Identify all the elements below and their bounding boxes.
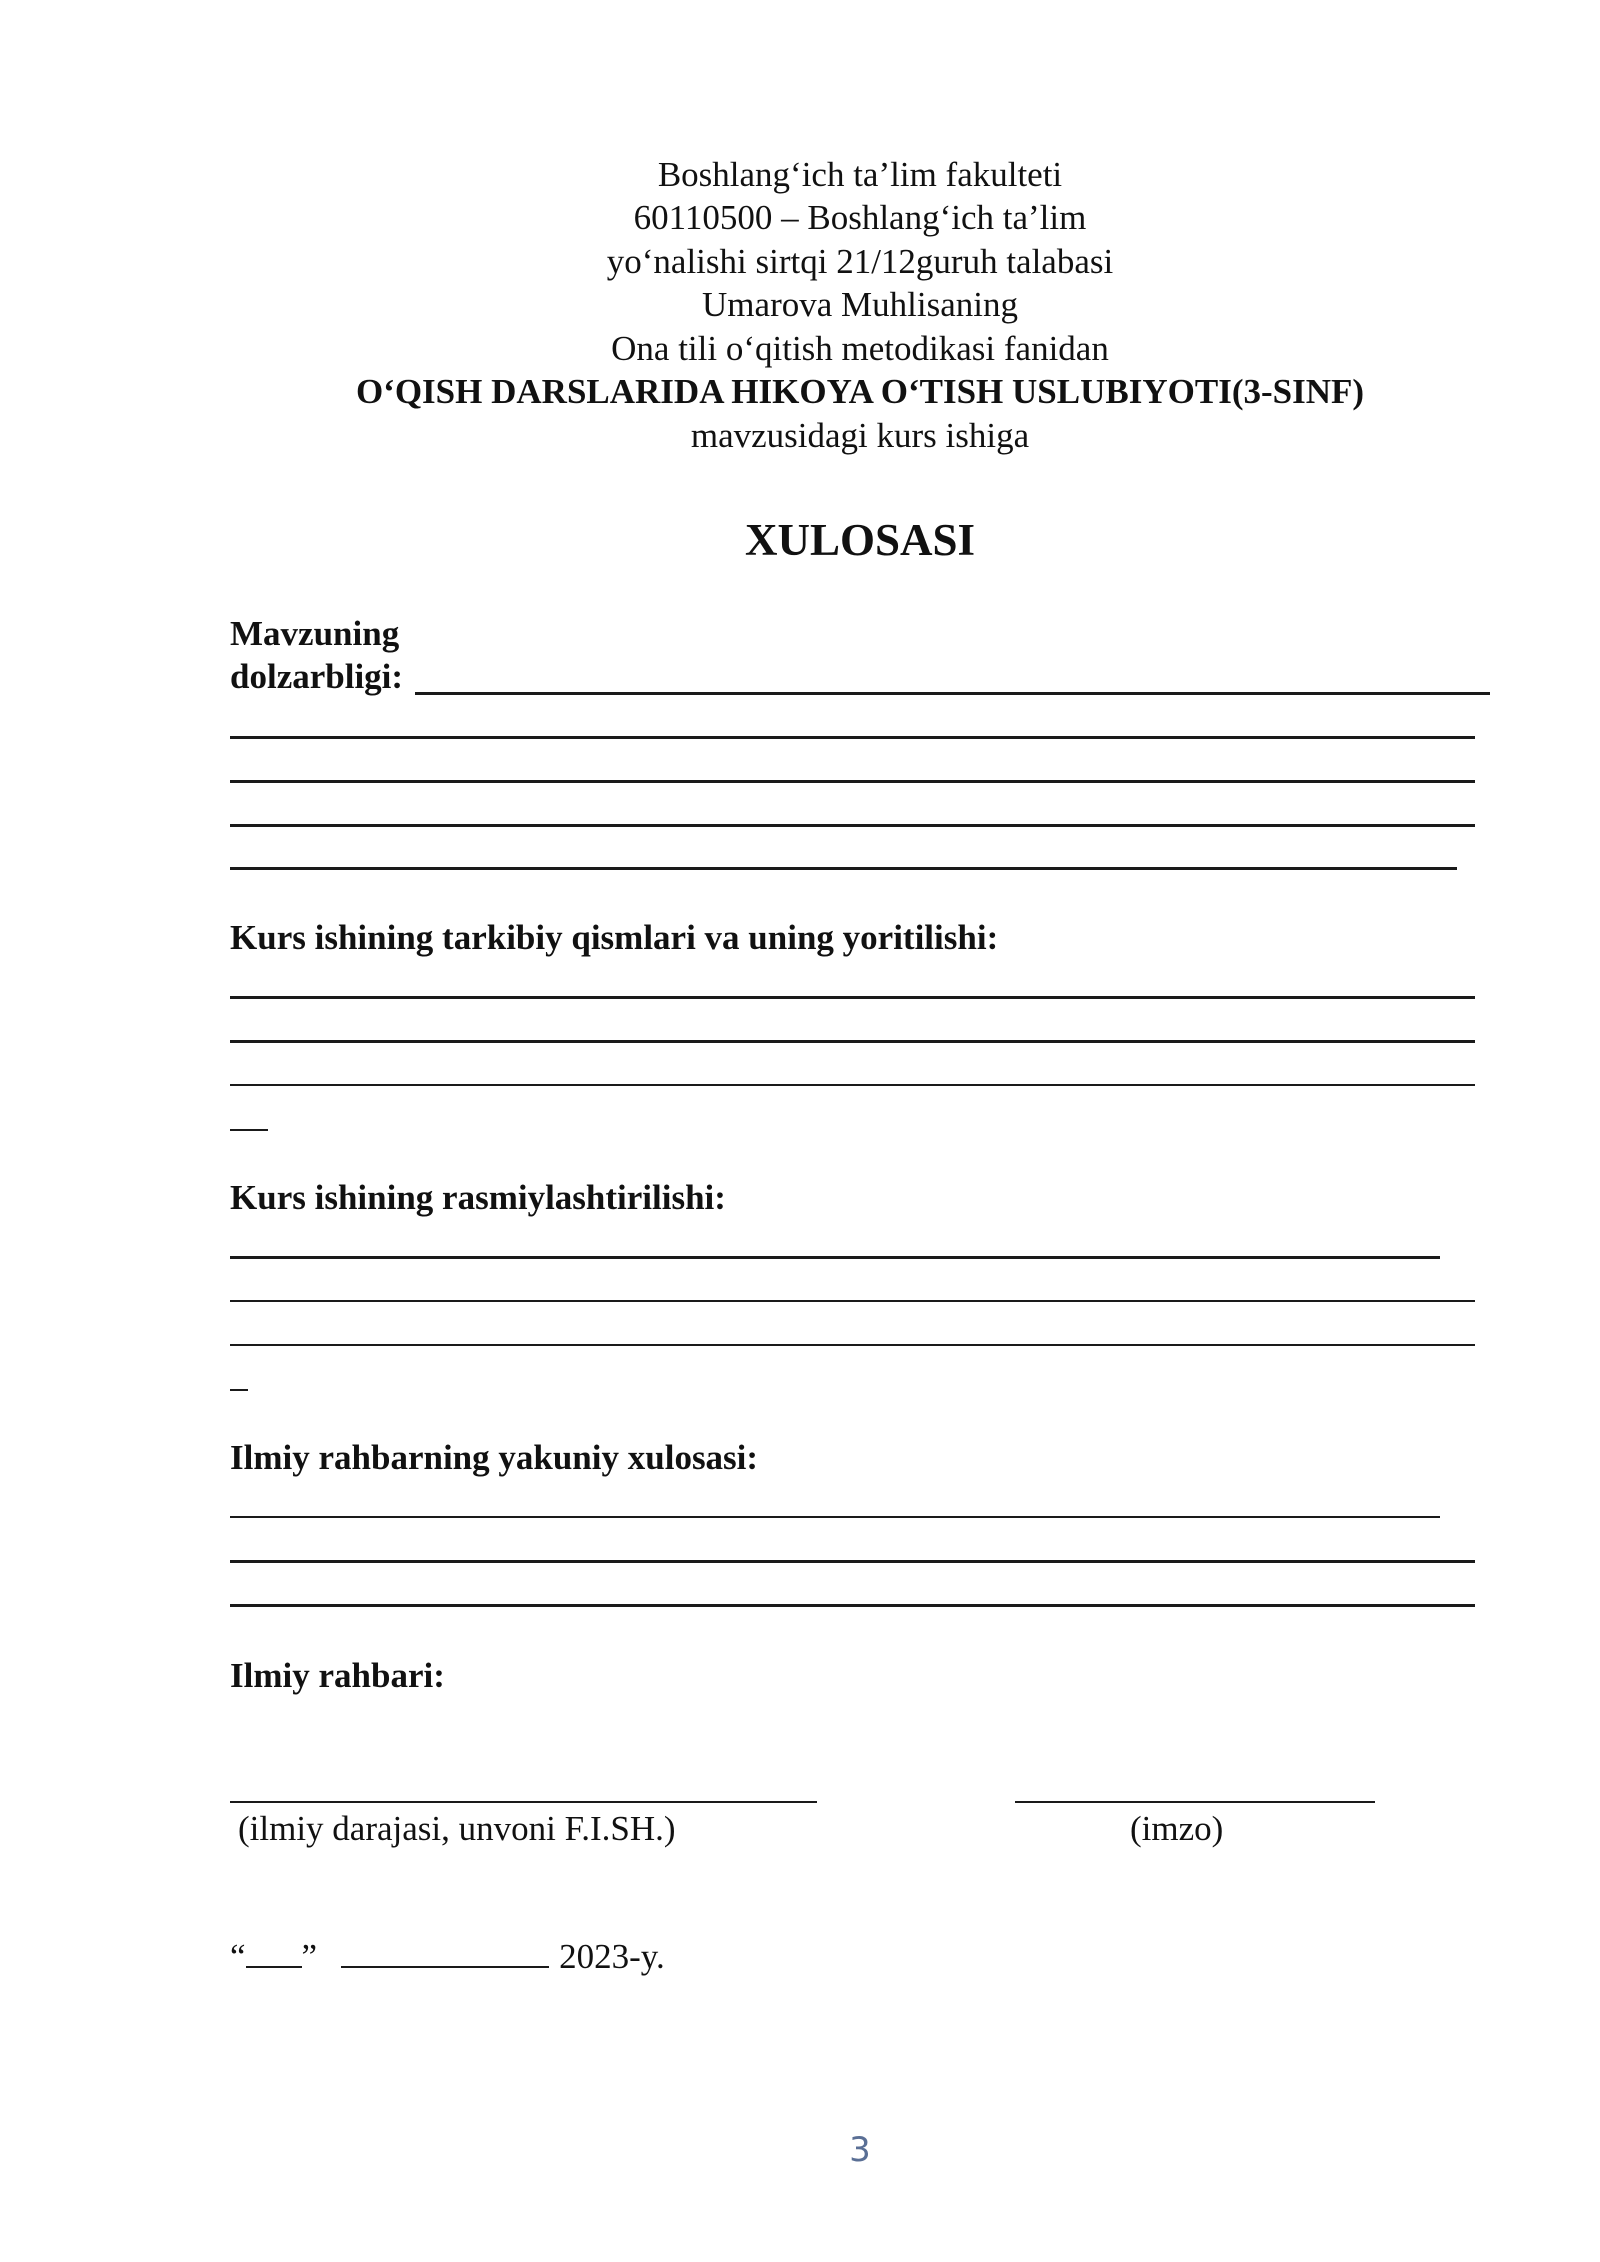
page-title: XULOSASI [744,515,976,565]
date-open-quote: “ [230,1937,246,1976]
student-name: Umarova Muhlisaning [702,285,1018,324]
program-code: 60110500 – Boshlang‘ich ta’lim [633,198,1087,237]
supervisor-name-line [230,1801,817,1803]
relevance-fill-line [230,780,1475,783]
relevance-label-line2: dolzarbligi: [230,657,404,696]
topic-title: O‘QISH DARSLARIDA HIKOYA O‘TISH USLUBIYOTI(3-SINF) [355,372,1365,411]
relevance-fill-line [415,692,1490,695]
formatting-label: Kurs ishining rasmiylashtirilishi: [230,1178,726,1217]
date-close-quote: ” [301,1937,318,1976]
relevance-label-line1: Mavzuning [230,614,400,653]
date-line [230,1937,665,1977]
course-work-caption: mavzusidagi kurs ishiga [690,416,1030,455]
relevance-fill-line [230,736,1475,739]
formatting-fill-line [230,1300,1475,1302]
structure-fill-line [230,1084,1475,1086]
formatting-fill-line [230,1344,1475,1346]
page-number: 3 [849,2130,871,2170]
faculty-name: Boshlang‘ich ta’lim fakulteti [657,155,1063,194]
date-year: 2023-y. [559,1937,665,1976]
conclusion-fill-line [230,1560,1475,1563]
signature-line [1015,1801,1375,1803]
subject-name: Ona tili o‘qitish metodikasi fanidan [611,329,1109,368]
supervisor-label: Ilmiy rahbari: [230,1656,445,1695]
conclusion-fill-line [230,1604,1475,1607]
structure-label: Kurs ishining tarkibiy qismlari va uning yoritilishi: [230,918,999,957]
structure-fill-line [230,996,1475,999]
month-blank [341,1956,549,1968]
supervisor-conclusion-label: Ilmiy rahbarning yakuniy xulosasi: [230,1438,759,1477]
formatting-fill-dash [230,1389,248,1391]
relevance-fill-line [230,867,1457,870]
signature-caption: (imzo) [1130,1809,1224,1848]
supervisor-name-caption: (ilmiy darajasi, unvoni F.I.SH.) [238,1809,676,1848]
structure-fill-line [230,1040,1475,1043]
formatting-fill-line [230,1256,1440,1259]
relevance-fill-line [230,824,1475,827]
day-blank [246,1956,302,1968]
conclusion-fill-line [230,1516,1440,1518]
group-info: yo‘nalishi sirtqi 21/12guruh talabasi [606,242,1114,281]
structure-fill-dash [230,1129,268,1131]
